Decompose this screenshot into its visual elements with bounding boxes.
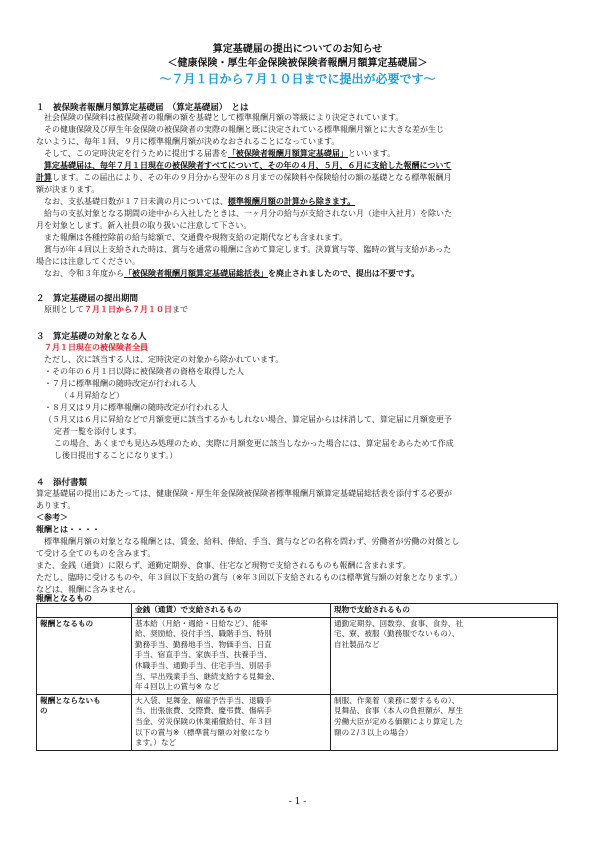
section3-line: 定者一覧を添付します。 xyxy=(54,427,142,436)
row-label-excluded: 報酬とならないも の xyxy=(37,694,132,750)
section3-line: （５月又は６月に昇給などで月額変更に該当するかもしれない場合、算定届からは抹消して、算定届に月額変更予 xyxy=(44,415,452,424)
cell-cash-included: 基本給（月給・週給・日給など）、能率 給、奨励給、役付手当、職階手当、特別 勤務手当、勤務地手当、物価手当、日直 手当、宿直手当、家族手当、扶養手当、 休職手当、通勤手当、住宅手当、別居手 当、早出残業手当、継続支給する見舞金、 年４回以上の賞与※ など xyxy=(132,617,331,694)
table-row xyxy=(37,694,558,750)
section3-line: （４月昇給など） xyxy=(60,391,124,400)
page-subtitle: ＜健康保険・厚生年金保険被保険者報酬月額算定基礎届＞ xyxy=(167,58,428,69)
abolished-form-emphasis: 「被保険者報酬月額算定基礎届総括表」 xyxy=(124,269,268,278)
definition-line: て受ける全てのものを含みます。 xyxy=(36,549,156,558)
section1-line: 場合には注意してください。 xyxy=(36,257,140,266)
section3-line: この場合、あくまでも見込み処理のため、実際に月額変更に該当しなかった場合には、算定届をあらためて作成 xyxy=(54,439,454,448)
remuneration-table xyxy=(36,603,558,751)
form-name-emphasis: 「被保険者報酬月額算定基礎届」 xyxy=(227,149,348,158)
page-number: - 1 - xyxy=(288,797,307,807)
section1-line: 給与の支払対象となる期間の途中から入社したときは、一ヶ月分の給与が支給されない月（途中入社月）を除いた xyxy=(44,209,452,218)
section3-line: ・７月に標準報酬の随時改定が行われる人 xyxy=(44,379,196,388)
section2-heading: ２ 算定基礎届の提出期間 xyxy=(36,294,139,304)
section1-heading: １ 被保険者報酬月額算定基礎届 （算定基礎届） とは xyxy=(36,103,249,113)
section1-line: なお、令和３年度から「被保険者報酬月額算定基礎届総括表」を廃止されましたので、提出は不要です。 xyxy=(44,269,420,278)
section4-line: 算定基礎届の提出にあたっては、健康保険・厚生年金保険被保険者標準報酬月額算定基礎届総括表を添付する必要が xyxy=(36,489,452,498)
remuneration-definition-label: 報酬とは・・・・ xyxy=(36,525,100,534)
section4-line: あります。 xyxy=(36,501,76,510)
target-persons: ７月１日現在の被保険者全員 xyxy=(44,343,148,352)
section1-line: 算定基礎届は、毎年７月１日現在の被保険者すべてについて、その年の４月、５月、６月に支給した報酬について xyxy=(44,161,452,170)
section3-line: ・その年の６月１日以降に被保険者の資格を取得した人 xyxy=(44,367,244,376)
section1-line: 賞与が年４回以上支給された時は、賞与を通常の報酬に含めて算定します。決算賞与等、臨時の賞与支給があった xyxy=(44,245,452,254)
section1-line: なお、支払基礎日数が１７日未満の月については、標準報酬月額の計算から除きます。 xyxy=(44,197,356,206)
submission-period: 原則として７月１日から７月１０日まで xyxy=(44,305,188,314)
section1-line: その健康保険及び厚生年金保険の被保険者の実際の報酬と既に決定されている標準報酬月額とに大きな差が生じ xyxy=(44,125,444,134)
cell-cash-excluded: 大入袋、見舞金、解雇予告手当、退職手 当、出張旅費、交際費、慶弔費、傷病手 当金、労災保険の休業補償給付、年３回 以下の賞与※（標準賞与額の対象になり ます。）など xyxy=(132,694,331,750)
deadline-banner: ～７月１日から７月１０日までに提出が必要です～ xyxy=(159,72,436,86)
table-caption: 報酬となるもの xyxy=(36,594,92,603)
reference-label: ＜参考＞ xyxy=(36,513,68,522)
definition-line: 標準報酬月額の対象となる報酬とは、賃金、給料、俸給、手当、賞与などの名称を問わず、労働者が労働の対償とし xyxy=(44,537,460,546)
submission-dates: ７月１日から７月１０日 xyxy=(84,305,172,314)
section3-line: ・８月又は９月に標準報酬の随時改定が行われる人 xyxy=(44,403,228,412)
row-label-included: 報酬となるもの xyxy=(37,617,132,694)
section1-line: そして、この定時決定を行うために提出する届書を「被保険者報酬月額算定基礎届」といいます。 xyxy=(44,149,396,158)
section3-line: ただし、次に該当する人は、定時決定の対象から除かれています。 xyxy=(44,355,284,364)
table-header-row xyxy=(37,604,558,618)
cell-kind-excluded: 制服、作業着（業務に要するもの）、 見舞品、食事（本人の負担額が、厚生 労働大臣が定める価額により算定した 額の２/３以上の場合） xyxy=(331,694,558,750)
section1-line: 計算します。この届出により、その年の９月分から翌年の８月までの保険料や保険給付の額の基礎となる標準報酬月 xyxy=(36,173,452,182)
table-row xyxy=(37,617,558,694)
definition-line: ただし、臨時に受けるものや、年３回以下支給の賞与（※年３回以下支給されるものは標準賞与額の対象となります。） xyxy=(36,573,462,582)
section1-line: 社会保険の保険料は被保険者の報酬の額を基礎として標準報酬月額の等級により決定されています。 xyxy=(44,113,404,122)
section1-line: 額が決まります。 xyxy=(36,185,100,194)
section1-line: 月を対象とします。新入社員の取り扱いに注意して下さい。 xyxy=(36,221,252,230)
section4-heading: ４ 添付書類 xyxy=(36,478,88,488)
page-title: 算定基礎届の提出についてのお知らせ xyxy=(212,44,383,55)
section3-line: し後日提出することになります。） xyxy=(54,451,178,460)
cell-kind-included: 通勤定期券、回数券、食事、食券、社 宅、寮、被服（勤務服でないもの）、 自社製品など xyxy=(331,617,558,694)
section1-line: また報酬は各種控除前の給与総額で、交通費や現物支給の定期代なども含まれます。 xyxy=(44,233,348,242)
section3-heading: ３ 算定基礎の対象となる人 xyxy=(36,332,147,342)
table-header-cash: 金銭（通貨）で支給されるもの xyxy=(132,604,331,618)
definition-line: また、金銭（通貨）に限らず、通勤定期券、食事、住宅など現物で支給されるものも報酬に含まれます。 xyxy=(36,561,411,570)
definition-line: などは、報酬に含みません。 xyxy=(36,585,141,594)
section1-line: ないように、毎年１回、９月に標準報酬月額が決めなおされることになっています。 xyxy=(36,137,340,146)
table-header-blank xyxy=(37,604,132,618)
table-header-kind: 現物で支給されるもの xyxy=(331,604,558,618)
